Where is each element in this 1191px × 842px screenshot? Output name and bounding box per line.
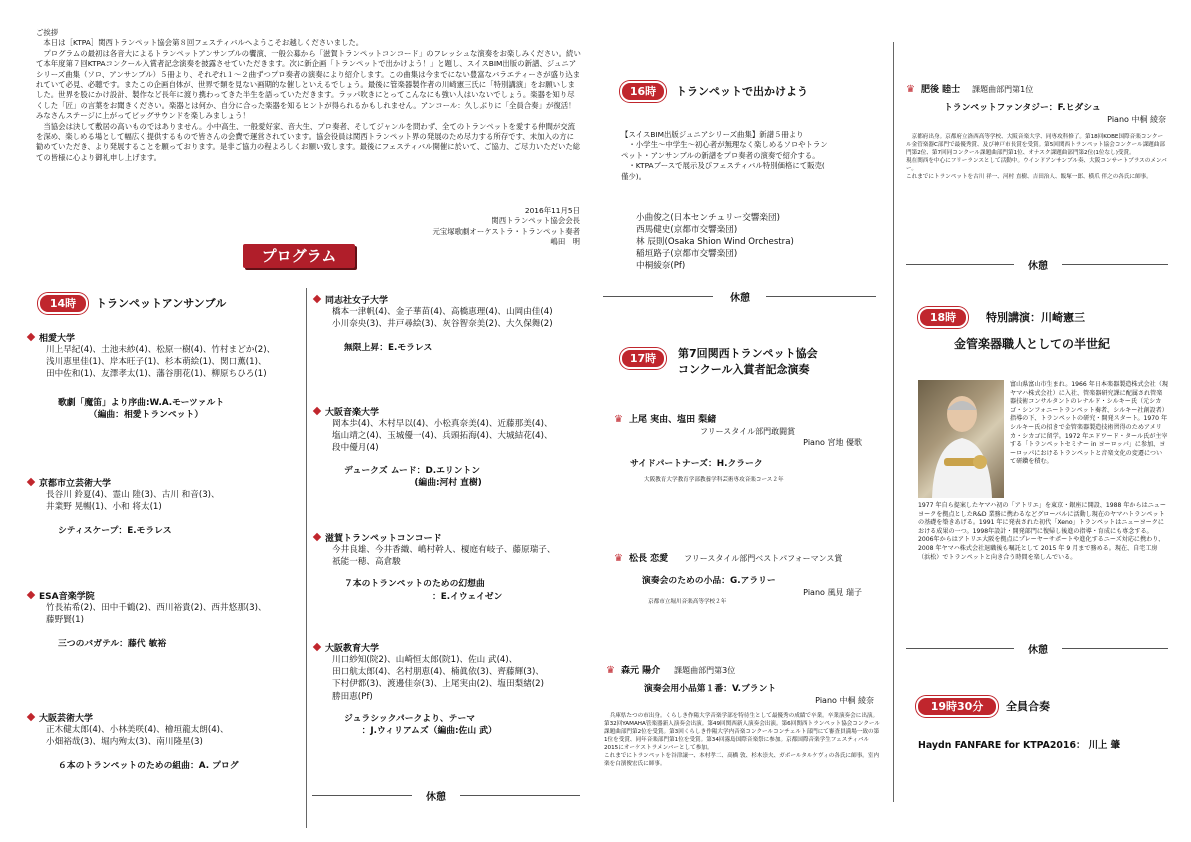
group-piece: ジュラシックパークより、テーマ ：J.ウィリアムズ（編曲:佐山 武） [344, 713, 497, 737]
kawasaki-bio-top: 富山県富山市生まれ。1966 年日本楽器製造株式会社（現ヤマハ株式会社）に入社、管楽器研究課に配属され管楽器技術コンサルタントのレナルド・シルキー氏（元シカゴ・シンフォニートランペット奏者、シルキー社創設者）指導の下、トランペットの研究・開発スタート。1970 年シルキー氏の招きで金管楽器製造技術習得のためアメリカ・シカゴに留学。1972 年エドワード・タール氏が主宰する「トランペットセミナー in ヨーロッパ」に参加、ヨーロッパにおけるトランペットと音楽文化の変遷について研鑽を積む。 [1010, 381, 1168, 466]
group-name: 滋賀トランペットコンコード [325, 534, 442, 544]
group-piece: ６本のトランペットのための組曲：A. プログ [58, 761, 239, 772]
group-members: 川口紗知(院2)、山崎恒太郎(院1)、佐山 武(4)、 田口航太郎(4)、名村朋恵(4)、楠眞依(3)、齊藤輝(3)、 下村伊都(3)、渡邊佳奈(3)、上尾実由(2)、塩田梨緒(2) 勝田恵(Pf) [332, 655, 544, 702]
winner-morimoto [604, 658, 882, 768]
rest-label-16: 休憩 [730, 293, 750, 304]
group-piece: シティスケープ：E.モラレス [58, 526, 172, 537]
kawasaki-bio-bottom: 1977 年自ら提案したヤマハ初の「アトリエ」を東京・銀座に開設、1988 年からはニューヨークを拠点としたR&D 業務に携わるなどグローバルに活動し現在のヤマハトランペットの基礎を築きあげる。1991 年に発表された初代「Xeno」トランペットはニューヨークにおける成果の一つ。1998年設計・開発部門に復帰し後進の指導・育成にも専念する。2006年からはアトリエ大阪を拠点にプレーヤーサポートや進化するニーズ対応に携わり、2008 年ヤマハ株式会社退職後も嘱託として 2015 年 9 月まで務める。現在、自宅工房（浜松）でトランペットと向き合う時間を楽しんでいる。 [918, 502, 1166, 561]
time-badge-19: 19時30分 [916, 696, 998, 717]
winner-bio: 兵庫県たつの市出身。くらしき作陽大学音楽学部を特待生として最優秀の成績で卒業。卒業演奏会に出演。第32回YAMAHA管楽器新人演奏会出演。第49回関西新人演奏会出演。第6回関西トランペット協会コンクール課題曲部門第2位を受賞。第3回くらしき作陽大学内音楽コンクールコンチェルト部門にて審査員満場一致の第1位を受賞、同年音楽部門第1位を受賞。第34回霧島国際音楽祭に参加。京都国際音楽学生フェスティバル2015にオーケストラメンバーとして参加。 これまでにトランペットを谷津譲一、本村孝二、高橋 敦、杉木崇夫、ガボールタルケヴィの各氏に師事。室内楽を白濱俊宏氏に師事。 [604, 713, 881, 768]
finale-piece: Haydn FANFARE for KTPA2016： 川上 肇 [918, 740, 1120, 751]
group-members: 長谷川 鈴夏(4)、霊山 陸(3)、古川 和音(3)、 井業野 晃暢(1)、小和 将太(1) [46, 490, 220, 513]
group-doshisha [314, 293, 594, 355]
section-title-16: トランペットで出かけよう [676, 85, 808, 98]
right-column-divider [893, 42, 894, 802]
group-members: 川上早紀(4)、土池未紗(4)、松原一樹(4)、竹村まどか(2)、 浅川恵里佳(1)、岸本旺子(1)、杉本萌絵(1)、関口薫(1)、 田中佐和(1)、友澤孝太(1)、藩谷朋花(1)、柳原ちひろ(1) [46, 345, 276, 380]
rest-line-right [1062, 648, 1168, 649]
group-name: ESA音楽学院 [39, 592, 95, 602]
rest-line-left [906, 264, 1014, 265]
group-osaka-ongaku [314, 405, 594, 489]
winner-name: 上尾 実由、塩田 梨緒 [628, 415, 717, 425]
winner-piano: Piano 中桐 綾奈 [815, 696, 874, 706]
group-osaka-kyoiku [314, 641, 594, 737]
diamond-icon [313, 295, 321, 303]
group-osaka-geijutsu [28, 711, 303, 773]
group-name: 大阪音楽大学 [325, 408, 380, 418]
rest-line-right [766, 296, 876, 297]
crown-icon: ♛ [906, 84, 915, 95]
winner-piano: Piano 中桐 綾奈 [1107, 115, 1166, 125]
group-name: 京都市立芸術大学 [39, 479, 112, 489]
winner-award: フリースタイル部門敢闘賞 [700, 427, 796, 436]
rest-label-right-2: 休憩 [1028, 645, 1048, 656]
winner-award: 課題曲部門第1位 [972, 85, 1034, 94]
time-badge-16: 16時 [620, 81, 666, 102]
group-piece: ７本のトランペットのための幻想曲 ：E.イウェイゼン [344, 579, 503, 602]
group-members: 橋本一津帆(4)、金子華苗(4)、高橋恵理(4)、山岡由佳(4) 小川奈央(3)、井戸尋絵(3)、灰谷智奈美(2)、大久保舞(2) [332, 307, 553, 330]
column-divider [306, 288, 307, 828]
diamond-icon [27, 591, 35, 599]
rest-label-right-1: 休憩 [1028, 261, 1048, 272]
rest-line-left [906, 648, 1014, 649]
person-illustration [918, 380, 1004, 498]
group-name: 大阪教育大学 [325, 644, 380, 654]
winner-higo [906, 77, 1168, 181]
section-title-19: 全員合奏 [1006, 700, 1050, 713]
group-piece: 歌劇「魔笛」より序曲:W.A.モーツァルト （編曲：相愛トランペット） [58, 397, 225, 420]
winner-school: 京都市立堀川音楽高等学校２年 [648, 599, 727, 606]
winner-name: 森元 陽介 [620, 666, 661, 676]
rest-line-right [1062, 264, 1168, 265]
group-members: 竹長祐希(2)、田中千鶴(2)、西川裕貴(2)、西井悠那(3)、 藤野賢(1) [46, 603, 267, 626]
group-members: 岡本歩(4)、木村早以(4)、小松真奈美(4)、近藤那美(4)、 塩山靖之(4)、玉城優一(4)、兵頭拓海(4)、大城結花(4)、 段中優月(4) [332, 419, 553, 454]
crown-icon: ♛ [614, 414, 623, 425]
group-kcua [28, 476, 298, 538]
time-badge-14: 14時 [38, 293, 88, 314]
diamond-icon [313, 533, 321, 541]
group-soai [28, 331, 298, 421]
time-badge-18: 18時 [918, 307, 968, 328]
winner-piece: 演奏会のための小品：G.アラリー [642, 576, 776, 586]
section-subtitle-18: 金管楽器職人としての半世紀 [954, 337, 1111, 351]
winner-piece: 演奏会用小品第１番：V.ブラント [644, 684, 777, 694]
group-name: 大阪芸術大学 [39, 714, 94, 724]
diamond-icon [27, 333, 35, 341]
winner-ueo [614, 407, 874, 485]
diamond-icon [313, 643, 321, 651]
rest-line-left [603, 296, 713, 297]
crown-icon: ♛ [606, 665, 615, 676]
time-badge-17: 17時 [620, 348, 666, 369]
group-piece: デュークズ ムード：D.エリントン (編曲:河村 直樹) [344, 465, 482, 488]
winner-name: 肥後 睦士 [920, 85, 961, 95]
winner-piece: サイドパートナーズ：H.クラーク [630, 459, 763, 469]
greeting-signature: 2016年11月5日 関西トランペット協会会長 元宝塚歌劇オーケストラ・トランペット奏者 嶋田 明 [432, 206, 580, 247]
group-shiga [314, 531, 594, 603]
winner-piano: Piano 宮地 優歌 [803, 438, 862, 447]
diamond-icon [27, 713, 35, 721]
winner-matsunaga [614, 546, 874, 607]
rest-line-right [460, 795, 580, 796]
s16-performers: 小曲俊之(日本センチュリー交響楽団) 西馬健史(京都市交響楽団) 林 辰則(Osaka Shion Wind Orchestra) 稲垣路子(京都市交響楽団) 中桐綾奈(Pf) [636, 213, 794, 271]
s16-description: 【スイスBIM出版ジュニアシリーズ曲集】新譜５冊より ・小学生〜中学生〜初心者が無理なく楽しめるソロやトラン ペット・アンサンブルの新譜をプロ奏者の演奏で紹介する。 ・KTPAブースで展示及びフェスティバル特別価格にて販売( 僅少)。 [621, 130, 828, 181]
winner-award: フリースタイル部門ベストパフォーマンス賞 [684, 554, 843, 563]
program-banner: プログラム [243, 244, 355, 268]
winner-award: 課題曲部門第3位 [674, 666, 736, 675]
group-members: 正木健太郎(4)、小林美咲(4)、檜垣龍太朗(4)、 小畑裕哉(3)、堀内殉太(3)、南川隆星(3) [46, 725, 229, 748]
crown-icon: ♛ [614, 553, 623, 564]
winner-piece: トランペットファンタジー：F.ヒダシュ [944, 103, 1101, 113]
diamond-icon [313, 407, 321, 415]
greeting-text: ご挨拶 本日は［KTPA］関西トランペット協会第８回フェスティバルへようこそお越しくださいました。 プログラムの最初は各音大によるトランペットアンサンブルの饗演、一般公募から「滋賀トランペットコンコード」のフレッシュな演奏をお楽しみください。続いて本年度第７回KTPAコンクール入賞者記念演奏を披露させていただきます。次に新企画「トランペットで出かけよう！」と題し、スイスBIM出版の新譜、ジュニアシリーズ曲集（ソロ、アンサンブル）５冊より、それぞれ１〜２曲ずつプロ奏者の演奏により紹介します。この曲集は今までにない豊富なバラエティーさが盛り込まれていて必見、必聴です。またこの企画自体が、世界で類を見ない画期的な催しといえるでしょう。最後に管楽器製作者の川崎憲三氏に「特別講演」をお願いしました。世界を股にかけ設計、製作など長年に渡り携わってきた半生を語っていただきます。ラッパ吹きにとってこんなにも強い人はいないでしょう。楽器を知り尽くした「匠」の言葉をお聞きください。楽器とは何か、自分に合った楽器を知るヒントが得られるかもしれません。アンコール：久しぶりに「全員合奏」が復活！みなさんステージに上がってビッグサウンドを楽しみましょう！ 当協会は決して敷居の高いものではありません。小中高生、一般愛好家、音大生、プロ奏者、そしてジャンルを問わず、全てのトランペットを愛する仲間が交流を深め、楽しめる場として幅広く提供するもので皆さんの会費で運営されています。協会役員は関西トランペット界の発展のため尽力する所存です、未加入の方に勧めていただき、より発展することを願っております。是非ご協力の程よろしくお願い致します。最後にフェスティバル開催に於いて、ご協力、ご尽力いただいた総ての皆様に心より御礼申し上げます。 [36, 28, 581, 162]
kawasaki-photo [918, 380, 1004, 498]
winner-name: 松長 恋愛 [628, 554, 669, 564]
winner-piano: Piano 風見 瑞子 [803, 588, 862, 598]
group-name: 相愛大学 [39, 334, 76, 344]
group-piece: 無限上昇：E.モラレス [344, 343, 433, 354]
rest-label-14: 休憩 [426, 792, 446, 803]
diamond-icon [27, 478, 35, 486]
section-title-17: 第7回関西トランペット協会 コンクール入賞者記念演奏 [678, 347, 818, 376]
section-title-14: トランペットアンサンブル [96, 297, 227, 310]
group-esa [28, 589, 303, 651]
group-piece: 三つのバガテル：藤代 敏裕 [58, 639, 167, 650]
winner-school: 大阪教育大学教育学部教養学科芸術専攻音楽コース２年 [644, 477, 784, 484]
winner-bio: 京都府出身。京都府立洛西高等学校、大阪音楽大学、同専攻科修了。第18回KOBE国際音楽コンクール金管楽器C部門で最優秀賞、及び神戸市長賞を受賞。第5回関西トランペット協会コンクール課題曲部門第2位、第7回同コンクール課題曲部門第1位、オナスク課題曲部門第2位(1位なし)受賞。 現在関西を中心にフリーランスとして活動中。ウインドアンサンブル奏、大阪コンサートブラスのメンバー。 これまでにトランペットを古川 祥一、河村 直樹、吉田治人、飯塚一郎、横爪 伴之の各氏に師事。 [906, 134, 1167, 181]
rest-line-left [312, 795, 412, 796]
group-members: 今井良雄、今井香織、嶋村幹人、榎庭有岐子、藤原瑞子、 祇能一穂、高倉駿 [332, 545, 556, 568]
section-title-18: 特別講演：川崎憲三 [986, 311, 1085, 324]
group-name: 同志社女子大学 [325, 296, 389, 306]
